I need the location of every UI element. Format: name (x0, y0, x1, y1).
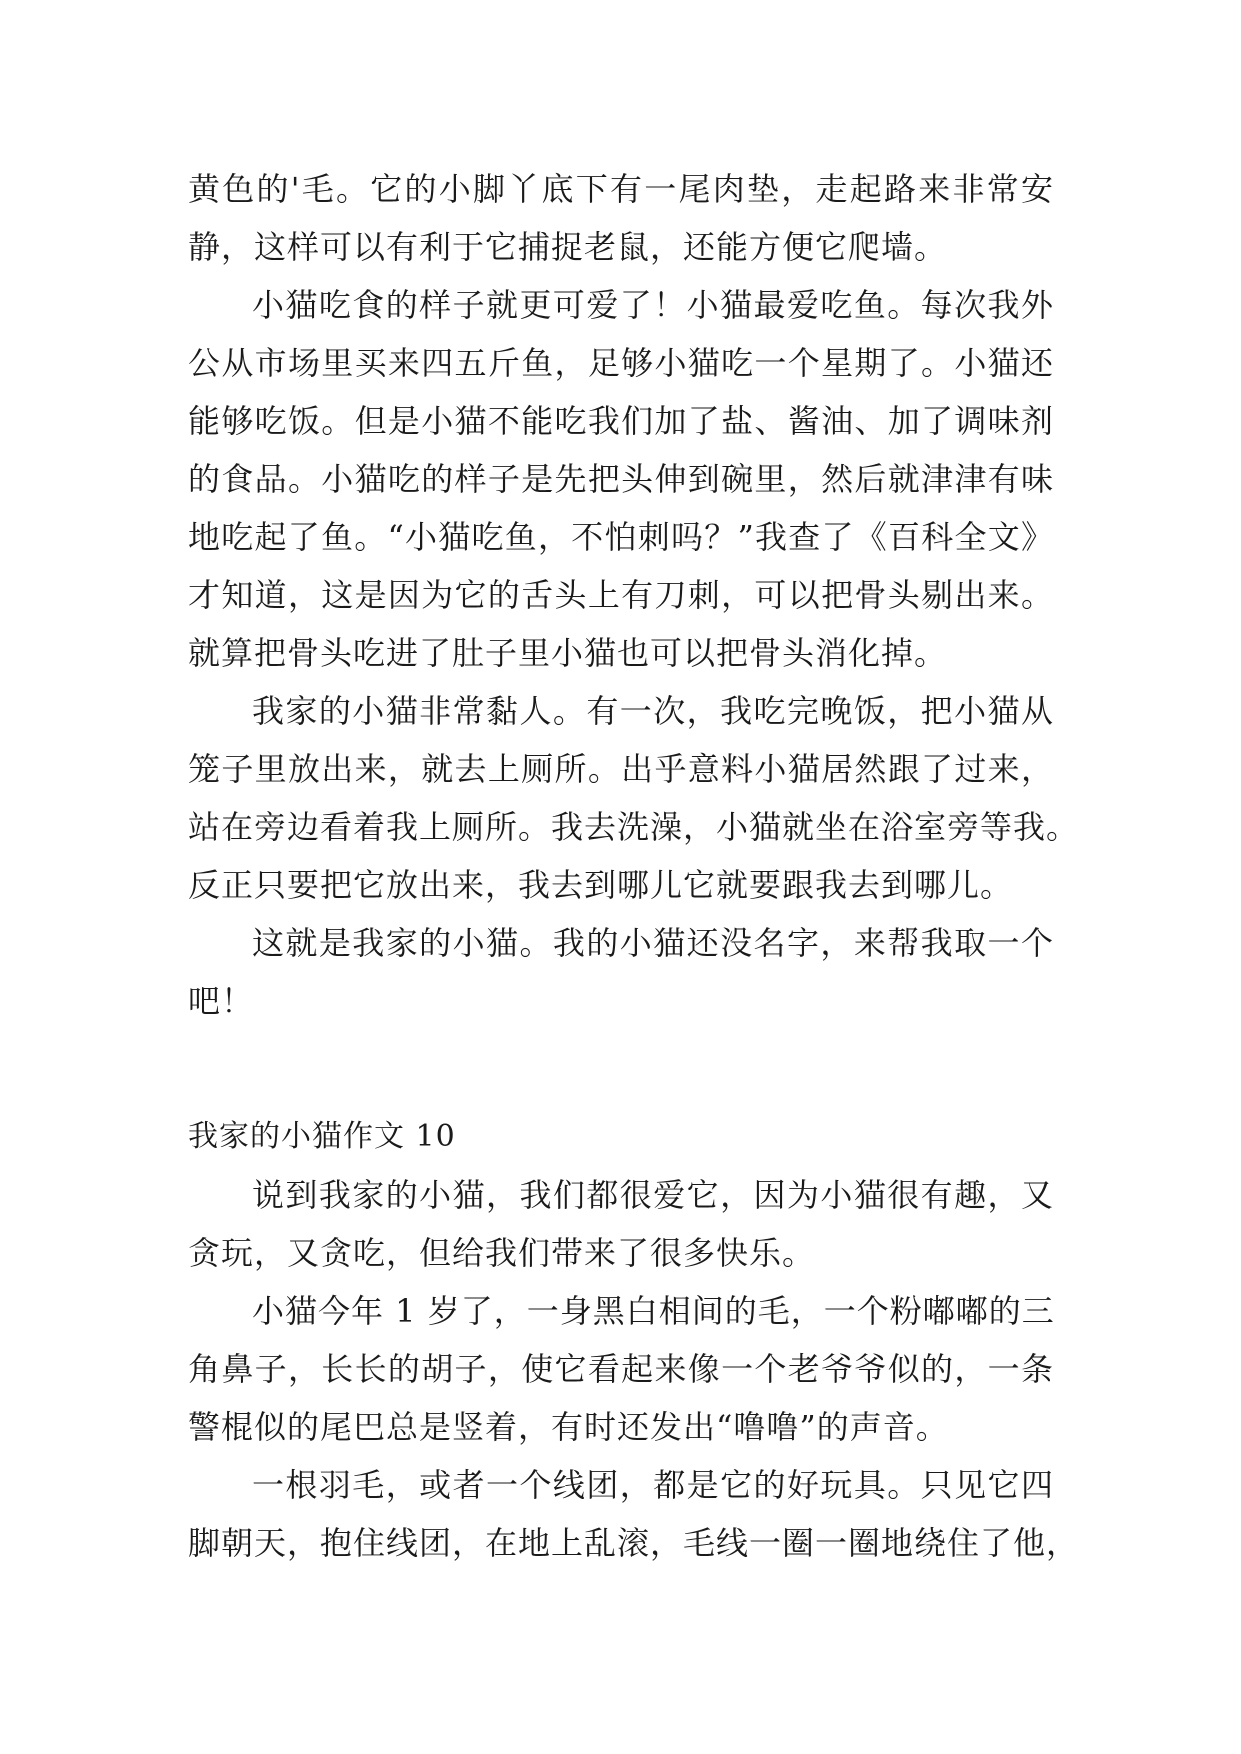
text-line: 公从市场里买来四五斤鱼，足够小猫吃一个星期了。小猫还 (188, 344, 1054, 382)
text-line: 反正只要把它放出来，我去到哪儿它就要跟我去到哪儿。 (188, 866, 1014, 904)
text-line: 说到我家的小猫，我们都很爱它，因为小猫很有趣，又 (252, 1176, 1054, 1214)
text-line: 吧！ (188, 982, 255, 1020)
document-page (188, 160, 1080, 1572)
text-line: 警棍似的尾巴总是竖着，有时还发出“噜噜”的声音。 (188, 1408, 949, 1446)
essay-body (188, 1166, 1080, 1572)
text-line: 就算把骨头吃进了肚子里小猫也可以把骨头消化掉。 (188, 634, 948, 672)
paragraph (188, 1456, 1080, 1572)
paragraph (188, 682, 1080, 914)
essay-body-continued (188, 160, 1080, 1030)
text-line: 笼子里放出来，就去上厕所。出乎意料小猫居然跟了过来， (188, 750, 1054, 788)
paragraph (188, 1166, 1054, 1282)
text-line: 静，这样可以有利于它捕捉老鼠，还能方便它爬墙。 (188, 228, 948, 266)
text-line: 角鼻子，长长的胡子，使它看起来像一个老爷爷似的，一条 (188, 1350, 1054, 1388)
text-line: 贪玩，又贪吃，但给我们带来了很多快乐。 (188, 1234, 816, 1272)
text-line: 这就是我家的小猫。我的小猫还没名字，来帮我取一个 (252, 924, 1054, 962)
essay-title: 我家的小猫作文 10 (188, 1119, 456, 1154)
paragraph (188, 160, 1054, 276)
text-line: 的食品。小猫吃的样子是先把头伸到碗里，然后就津津有味 (188, 460, 1054, 498)
text-line: 黄色的'毛。它的小脚丫底下有一尾肉垫，走起路来非常安 (188, 170, 1054, 208)
text-line: 才知道，这是因为它的舌头上有刀刺，可以把骨头剔出来。 (188, 576, 1054, 614)
text-line: 地吃起了鱼。“小猫吃鱼，不怕刺吗？”我查了《百科全文》 (188, 518, 1054, 556)
paragraph (188, 276, 1054, 682)
paragraph (188, 914, 1054, 1030)
text-line: 站在旁边看着我上厕所。我去洗澡，小猫就坐在浴室旁等我。 (188, 808, 1080, 846)
text-line: 一根羽毛，或者一个线团，都是它的好玩具。只见它四 (252, 1466, 1054, 1504)
paragraph (188, 1282, 1054, 1456)
text-line: 能够吃饭。但是小猫不能吃我们加了盐、酱油、加了调味剂 (188, 402, 1054, 440)
text-line: 小猫今年 1 岁了，一身黑白相间的毛，一个粉嘟嘟的三 (252, 1292, 1055, 1330)
text-line: 小猫吃食的样子就更可爱了！小猫最爱吃鱼。每次我外 (252, 286, 1054, 324)
text-line: 我家的小猫非常黏人。有一次，我吃完晚饭，把小猫从 (252, 692, 1054, 730)
text-line: 脚朝天，抱住线团，在地上乱滚，毛线一圈一圈地绕住了他， (188, 1524, 1080, 1562)
section-gap (188, 1030, 1054, 1108)
